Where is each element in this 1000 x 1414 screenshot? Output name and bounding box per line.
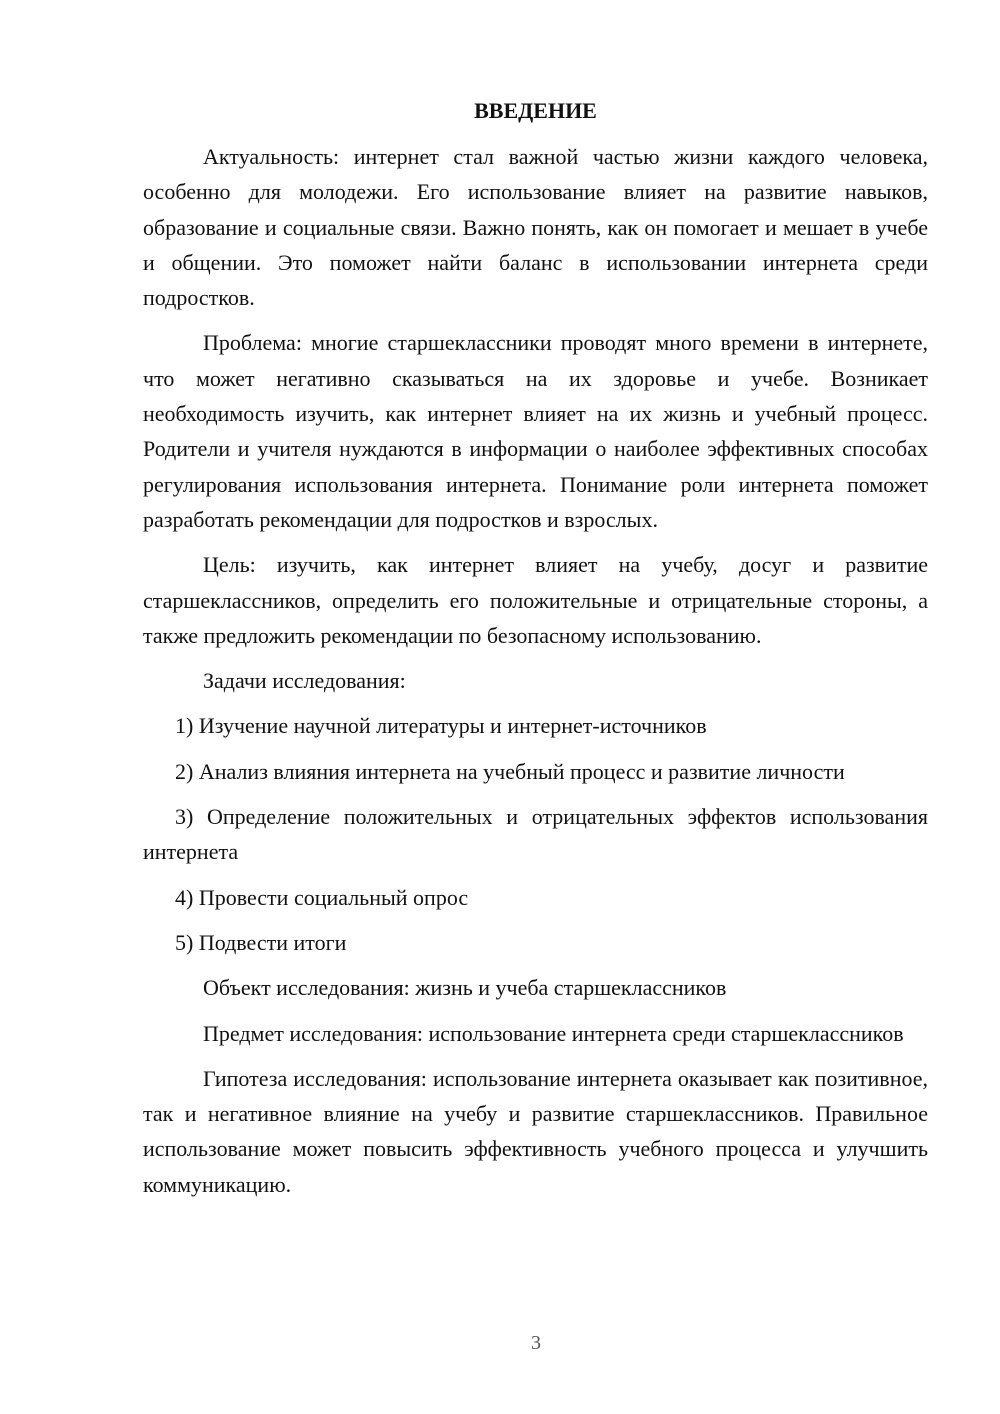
- task-item-5: 5) Подвести итоги: [175, 929, 347, 955]
- document-page: [143, 94, 928, 1212]
- task-item-1: 1) Изучение научной литературы и интернет-источников: [175, 713, 707, 739]
- page-number: 3: [531, 1332, 541, 1354]
- task-item-3: 3) Определение положительных и отрицательных эффектов использования интернета: [143, 804, 928, 865]
- paragraph-object: Объект исследования: жизнь и учеба старшеклассников: [203, 975, 727, 1001]
- paragraph-relevance: Актуальность: интернет стал важной частью жизни каждого человека, особенно для молодежи. Его использование влияет на развитие навыков, образование и социальные связи. Важно понять, как он помогает и мешает в учебе и общении. Это поможет найти баланс в использовании интернета среди подростков.: [143, 144, 928, 311]
- paragraph-problem: Проблема: многие старшеклассники проводят много времени в интернете, что может негативно сказываться на их здоровье и учебе. Возникает необходимость изучить, как интернет влияет на их жизнь и учебный процесс. Родители и учителя нуждаются в информации о наиболее эффективных способах регулирования использования интернета. Понимание роли интернета поможет разработать рекомендации для подростков и взрослых.: [143, 330, 928, 532]
- paragraph-hypothesis: Гипотеза исследования: использование интернета оказывает как позитивное, так и негативное влияние на учебу и развитие старшеклассников. Правильное использование может повысить эффективность учебного процесса и улучшить коммуникацию.: [143, 1065, 928, 1197]
- paragraph-subject: Предмет исследования: использование интернета среди старшеклассников: [203, 1020, 904, 1046]
- tasks-heading: Задачи исследования:: [203, 668, 406, 694]
- paragraph-goal: Цель: изучить, как интернет влияет на учебу, досуг и развитие старшеклассников, определить его положительные и отрицательные стороны, а также предложить рекомендации по безопасному использованию.: [143, 552, 928, 648]
- task-item-4: 4) Провести социальный опрос: [175, 884, 469, 910]
- section-title: ВВЕДЕНИЕ: [474, 98, 597, 123]
- task-item-2: 2) Анализ влияния интернета на учебный процесс и развитие личности: [175, 758, 845, 784]
